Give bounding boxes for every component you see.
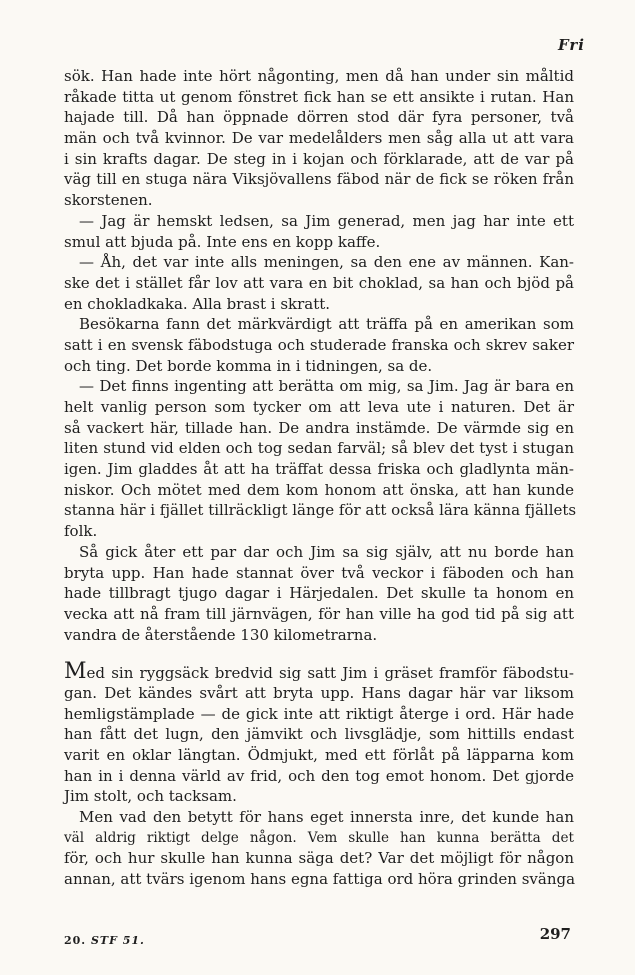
drop-cap: M <box>64 659 87 685</box>
text-line: och ting. Det borde komma in i tidningen, sa de. <box>64 356 433 375</box>
text-line: bryta upp. Han hade stannat över två veckor i fäboden och han <box>64 563 574 582</box>
text-line: — Jag är hemskt ledsen, sa Jim generad, men jag har inte ett <box>79 211 574 230</box>
text-line: väg till en stuga nära Viksjövallens fäbod när de fick se röken från <box>64 170 574 189</box>
text-line: — Åh, det var inte alls meningen, sa den ene av männen. Kan- <box>79 253 574 272</box>
text-line: vecka att nå fram till järnvägen, för han ville ha god tid på sig att <box>64 604 574 623</box>
text-line: en chokladkaka. Alla brast i skratt. <box>64 294 331 313</box>
text-line: han fått det lugn, den jämvikt och livsglädje, som hittills endast <box>64 725 574 744</box>
text-line: för, och hur skulle han kunna säga det? Var det möjligt för någon <box>64 849 574 868</box>
printer-signature <box>64 934 145 947</box>
text-line: ske det i stället får lov att vara en bit choklad, sa han och bjöd på <box>64 273 574 292</box>
text-line: liten stund vid elden och tog sedan farväl; så blev det tyst i stugan <box>64 439 574 458</box>
text-line: stanna här i fjället tillräckligt länge för att också lära känna fjällets <box>64 501 577 520</box>
text-line: Jim stolt, och tacksam. <box>64 787 237 806</box>
text-line: han in i denna värld av frid, och den tog emot honom. Det gjorde <box>64 766 574 785</box>
text-line: skorstenen. <box>64 191 153 210</box>
first-line-text: ed sin ryggsäck bredvid sig satt Jim i gräset framför fäbodstu- <box>86 664 574 683</box>
body-text <box>64 66 577 890</box>
text-line: folk. <box>64 522 98 541</box>
running-head: Fri <box>558 36 585 54</box>
text-line: hade tillbragt tjugo dagar i Härjedalen. Det skulle ta honom en <box>64 584 574 603</box>
text-line: smul att bjuda på. Inte ens en kopp kaffe. <box>64 232 381 251</box>
text-line: — Det finns ingenting att berätta om mig, sa Jim. Jag är bara en <box>79 377 574 396</box>
section-break <box>64 645 574 662</box>
text-line: råkade titta ut genom fönstret fick han se ett ansikte i rutan. Han <box>64 87 574 106</box>
signature-text: STF 51. <box>90 934 145 947</box>
text-line: så vackert här, tillade han. De andra instämde. De värmde sig en <box>64 418 574 437</box>
text-line: Så gick åter ett par dar och Jim sa sig själv, att nu borde han <box>79 542 574 561</box>
signature-number: 20. <box>64 934 87 947</box>
text-line: hajade till. Då han öppnade dörren stod där fyra personer, två <box>64 108 574 127</box>
text-line: vandra de återstående 130 kilometrarna. <box>64 625 378 644</box>
text-line: Besökarna fann det märkvärdigt att träffa på en amerikan som <box>79 315 574 334</box>
text-line: gan. Det kändes svårt att bryta upp. Hans dagar här var liksom <box>64 683 574 702</box>
text-line <box>64 659 574 685</box>
text-line: i sin krafts dagar. De steg in i kojan och förklarade, att de var på <box>64 149 574 168</box>
text-line: Men vad den betytt för hans eget innersta inre, det kunde han <box>79 808 574 827</box>
text-line: väl aldrig riktigt delge någon. Vem skulle han kunna berätta det <box>64 829 574 846</box>
text-line: sök. Han hade inte hört någonting, men då han under sin måltid <box>64 67 574 85</box>
page-number: 297 <box>539 925 571 943</box>
text-line: annan, att tvärs igenom hans egna fattiga ord höra grinden svänga <box>64 870 576 889</box>
text-line: helt vanlig person som tycker om att leva ute i naturen. Det är <box>64 398 574 416</box>
text-line: varit en oklar längtan. Ödmjukt, med ett förlåt på läpparna kom <box>64 746 574 764</box>
text-line: hemligstämplade — de gick inte att riktigt återge i ord. Här hade <box>64 704 574 723</box>
text-line: satt i en svensk fäbodstuga och studerade franska och skrev saker <box>64 335 574 354</box>
text-line: niskor. Och mötet med dem kom honom att önska, att han kunde <box>64 480 574 499</box>
text-line: män och två kvinnor. De var medelålders men såg alla ut att vara <box>64 129 574 148</box>
text-line: igen. Jim gladdes åt att ha träffat dessa friska och gladlynta män- <box>64 460 574 479</box>
